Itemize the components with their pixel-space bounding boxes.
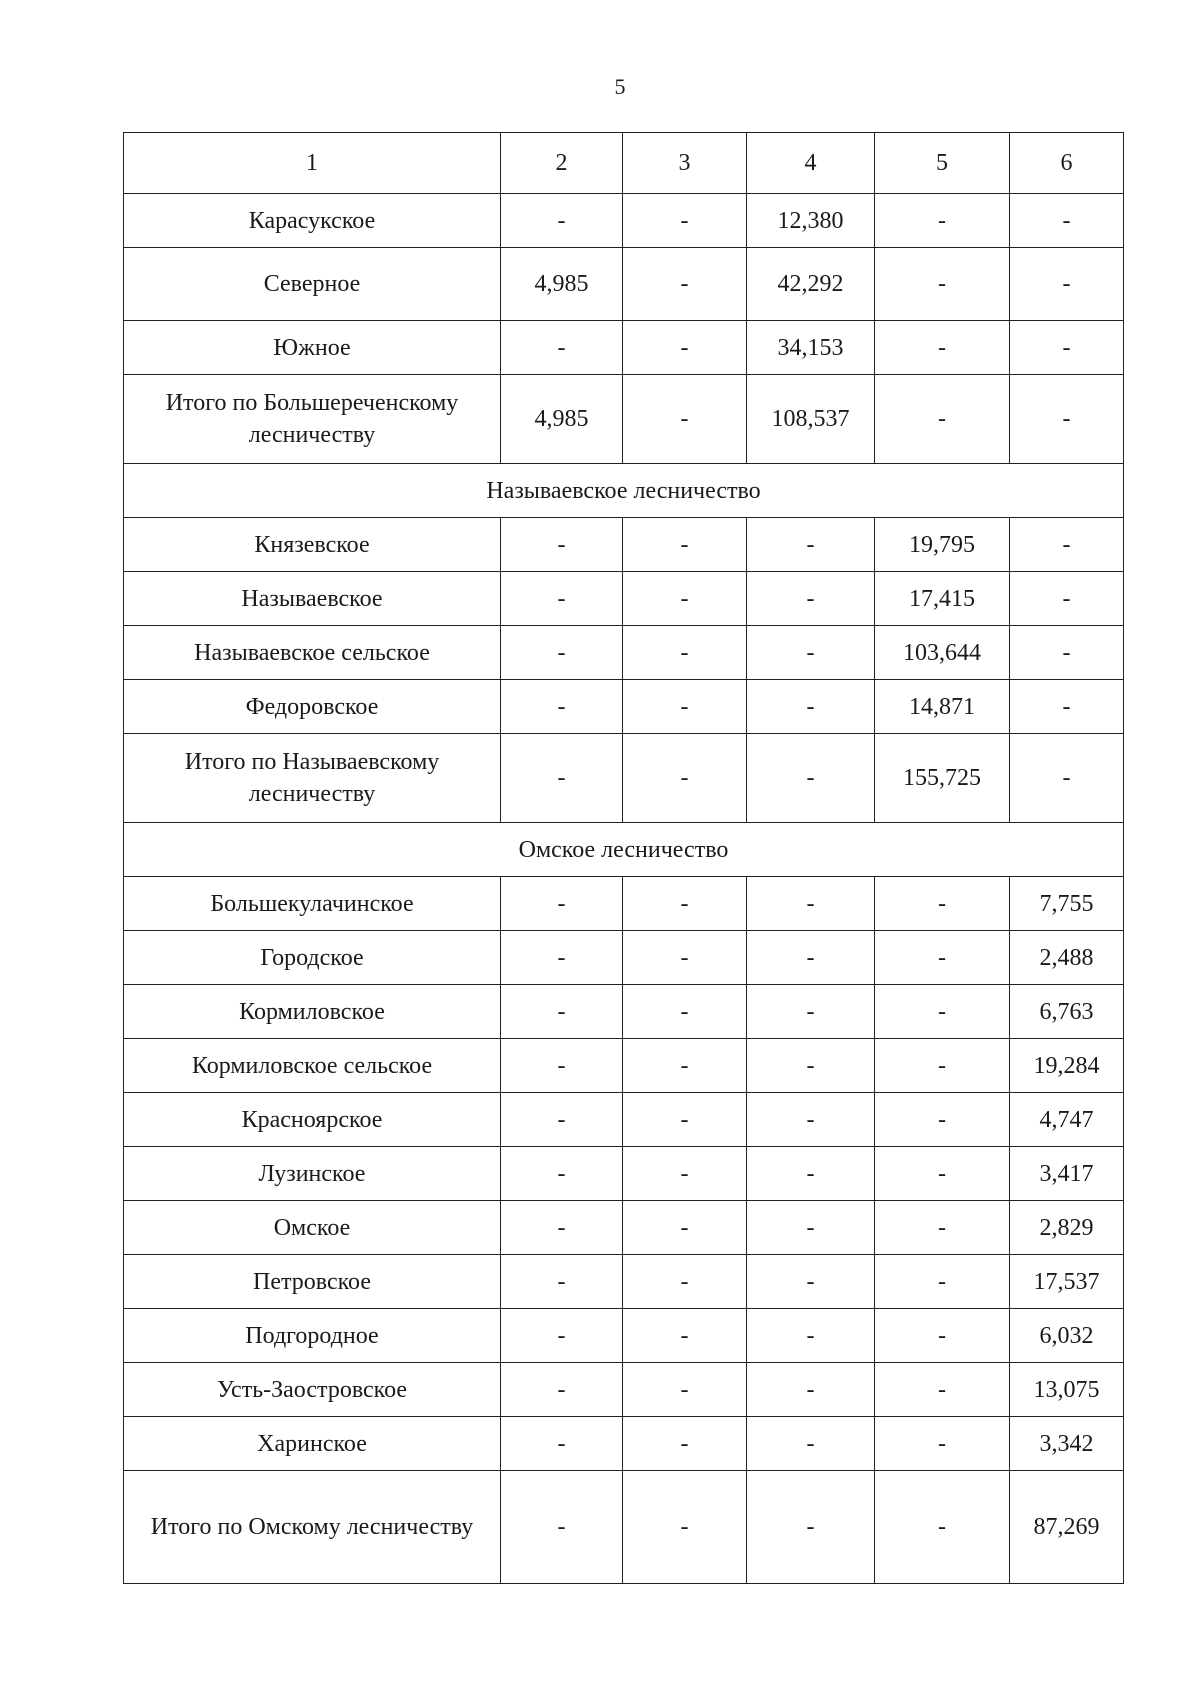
section-header-row	[124, 464, 1124, 518]
value-cell-col-3: -	[623, 877, 747, 931]
value-cell-col-6: -	[1010, 626, 1124, 680]
district-name-cell: Называевское сельское	[124, 626, 501, 680]
value-cell-col-5: -	[875, 877, 1010, 931]
value-cell-col-6: 6,763	[1010, 985, 1124, 1039]
table-row	[124, 194, 1124, 248]
value-cell-col-5: -	[875, 1039, 1010, 1093]
value-cell-col-5: -	[875, 1147, 1010, 1201]
district-name-cell: Лузинское	[124, 1147, 501, 1201]
value-cell-col-4: -	[747, 1147, 875, 1201]
value-cell-col-4: -	[747, 572, 875, 626]
value-cell-col-4: -	[747, 518, 875, 572]
district-name-cell: Северное	[124, 248, 501, 321]
value-cell-col-3: -	[623, 1255, 747, 1309]
value-cell-col-5: 103,644	[875, 626, 1010, 680]
value-cell-col-5: -	[875, 1471, 1010, 1584]
table-row	[124, 572, 1124, 626]
value-cell-col-6: -	[1010, 248, 1124, 321]
value-cell-col-2: 4,985	[501, 248, 623, 321]
value-cell-col-4: 34,153	[747, 321, 875, 375]
value-cell-col-5: -	[875, 931, 1010, 985]
table-row	[124, 1417, 1124, 1471]
value-cell-col-3: -	[623, 1417, 747, 1471]
value-cell-col-2: -	[501, 518, 623, 572]
value-cell-col-2: -	[501, 1471, 623, 1584]
district-name-cell: Харинское	[124, 1417, 501, 1471]
value-cell-col-4: -	[747, 931, 875, 985]
value-cell-col-6: 4,747	[1010, 1093, 1124, 1147]
value-cell-col-5: -	[875, 1363, 1010, 1417]
district-name-cell: Южное	[124, 321, 501, 375]
column-header-5: 5	[875, 133, 1010, 194]
value-cell-col-5: -	[875, 1309, 1010, 1363]
value-cell-col-2: -	[501, 1093, 623, 1147]
value-cell-col-6: 2,829	[1010, 1201, 1124, 1255]
value-cell-col-6: -	[1010, 321, 1124, 375]
table-row	[124, 1039, 1124, 1093]
value-cell-col-3: -	[623, 1147, 747, 1201]
table-row	[124, 1147, 1124, 1201]
value-cell-col-3: -	[623, 1039, 747, 1093]
value-cell-col-3: -	[623, 680, 747, 734]
value-cell-col-4: -	[747, 680, 875, 734]
value-cell-col-6: -	[1010, 734, 1124, 823]
column-header-1: 1	[124, 133, 501, 194]
value-cell-col-4: -	[747, 1255, 875, 1309]
district-name-cell: Кормиловское	[124, 985, 501, 1039]
value-cell-col-2: -	[501, 194, 623, 248]
district-name-cell: Называевское	[124, 572, 501, 626]
value-cell-col-2: -	[501, 1363, 623, 1417]
value-cell-col-5: -	[875, 1255, 1010, 1309]
value-cell-col-2: 4,985	[501, 375, 623, 464]
value-cell-col-5: -	[875, 1201, 1010, 1255]
value-cell-col-4: -	[747, 985, 875, 1039]
value-cell-col-2: -	[501, 1417, 623, 1471]
column-header-3: 3	[623, 133, 747, 194]
table-body	[124, 133, 1124, 1584]
value-cell-col-4: -	[747, 1471, 875, 1584]
table-row	[124, 877, 1124, 931]
value-cell-col-4: -	[747, 1093, 875, 1147]
table-row	[124, 321, 1124, 375]
value-cell-col-4: -	[747, 734, 875, 823]
table-row	[124, 518, 1124, 572]
total-row	[124, 1471, 1124, 1584]
district-name-cell: Карасукское	[124, 194, 501, 248]
value-cell-col-3: -	[623, 931, 747, 985]
value-cell-col-3: -	[623, 194, 747, 248]
value-cell-col-2: -	[501, 626, 623, 680]
table-row	[124, 248, 1124, 321]
value-cell-col-3: -	[623, 626, 747, 680]
value-cell-col-5: 17,415	[875, 572, 1010, 626]
value-cell-col-5: 19,795	[875, 518, 1010, 572]
district-name-cell: Подгородное	[124, 1309, 501, 1363]
value-cell-col-4: 108,537	[747, 375, 875, 464]
value-cell-col-6: -	[1010, 194, 1124, 248]
district-name-cell: Городское	[124, 931, 501, 985]
value-cell-col-3: -	[623, 1471, 747, 1584]
table-row	[124, 1093, 1124, 1147]
value-cell-col-2: -	[501, 734, 623, 823]
value-cell-col-3: -	[623, 518, 747, 572]
district-name-cell: Кормиловское сельское	[124, 1039, 501, 1093]
section-title: Называевское лесничество	[124, 464, 1124, 518]
value-cell-col-6: 3,342	[1010, 1417, 1124, 1471]
value-cell-col-3: -	[623, 572, 747, 626]
district-name-cell: Князевское	[124, 518, 501, 572]
value-cell-col-3: -	[623, 734, 747, 823]
total-row	[124, 375, 1124, 464]
value-cell-col-5: -	[875, 321, 1010, 375]
value-cell-col-6: -	[1010, 375, 1124, 464]
value-cell-col-4: -	[747, 877, 875, 931]
value-cell-col-5: -	[875, 194, 1010, 248]
value-cell-col-4: 42,292	[747, 248, 875, 321]
table-row	[124, 626, 1124, 680]
value-cell-col-5: 14,871	[875, 680, 1010, 734]
value-cell-col-6: -	[1010, 680, 1124, 734]
table-row	[124, 1255, 1124, 1309]
value-cell-col-5: -	[875, 375, 1010, 464]
value-cell-col-3: -	[623, 248, 747, 321]
value-cell-col-3: -	[623, 1093, 747, 1147]
value-cell-col-2: -	[501, 1309, 623, 1363]
value-cell-col-6: 13,075	[1010, 1363, 1124, 1417]
value-cell-col-3: -	[623, 985, 747, 1039]
value-cell-col-5: -	[875, 248, 1010, 321]
district-name-cell: Петровское	[124, 1255, 501, 1309]
value-cell-col-3: -	[623, 321, 747, 375]
value-cell-col-2: -	[501, 877, 623, 931]
value-cell-col-6: 2,488	[1010, 931, 1124, 985]
value-cell-col-4: -	[747, 1363, 875, 1417]
value-cell-col-5: -	[875, 1093, 1010, 1147]
page-number: 5	[614, 74, 626, 99]
district-name-cell: Большекулачинское	[124, 877, 501, 931]
value-cell-col-5: -	[875, 985, 1010, 1039]
value-cell-col-2: -	[501, 321, 623, 375]
table-row	[124, 1363, 1124, 1417]
column-header-2: 2	[501, 133, 623, 194]
value-cell-col-2: -	[501, 1201, 623, 1255]
value-cell-col-2: -	[501, 1255, 623, 1309]
column-header-6: 6	[1010, 133, 1124, 194]
table-row	[124, 985, 1124, 1039]
value-cell-col-6: 7,755	[1010, 877, 1124, 931]
value-cell-col-6: -	[1010, 518, 1124, 572]
district-name-cell: Итого по Называевскому лесничеству	[124, 734, 501, 823]
section-title: Омское лесничество	[124, 823, 1124, 877]
forestry-table	[123, 132, 1124, 1584]
value-cell-col-6: 17,537	[1010, 1255, 1124, 1309]
value-cell-col-3: -	[623, 1363, 747, 1417]
value-cell-col-5: 155,725	[875, 734, 1010, 823]
value-cell-col-3: -	[623, 1309, 747, 1363]
value-cell-col-4: -	[747, 1039, 875, 1093]
value-cell-col-2: -	[501, 931, 623, 985]
table-row	[124, 680, 1124, 734]
table-row	[124, 1309, 1124, 1363]
value-cell-col-4: -	[747, 1309, 875, 1363]
district-name-cell: Омское	[124, 1201, 501, 1255]
value-cell-col-4: -	[747, 1417, 875, 1471]
district-name-cell: Итого по Большереченскому лесничеству	[124, 375, 501, 464]
district-name-cell: Красноярское	[124, 1093, 501, 1147]
value-cell-col-2: -	[501, 985, 623, 1039]
value-cell-col-6: 3,417	[1010, 1147, 1124, 1201]
value-cell-col-3: -	[623, 375, 747, 464]
table-row	[124, 1201, 1124, 1255]
district-name-cell: Федоровское	[124, 680, 501, 734]
column-header-4: 4	[747, 133, 875, 194]
value-cell-col-6: -	[1010, 572, 1124, 626]
header-row	[124, 133, 1124, 194]
value-cell-col-4: -	[747, 626, 875, 680]
value-cell-col-2: -	[501, 1147, 623, 1201]
district-name-cell: Итого по Омскому лесничеству	[124, 1471, 501, 1584]
value-cell-col-6: 6,032	[1010, 1309, 1124, 1363]
section-header-row	[124, 823, 1124, 877]
value-cell-col-4: -	[747, 1201, 875, 1255]
district-name-cell: Усть-Заостровское	[124, 1363, 501, 1417]
value-cell-col-2: -	[501, 1039, 623, 1093]
value-cell-col-5: -	[875, 1417, 1010, 1471]
value-cell-col-6: 87,269	[1010, 1471, 1124, 1584]
value-cell-col-2: -	[501, 572, 623, 626]
value-cell-col-2: -	[501, 680, 623, 734]
value-cell-col-3: -	[623, 1201, 747, 1255]
value-cell-col-4: 12,380	[747, 194, 875, 248]
total-row	[124, 734, 1124, 823]
value-cell-col-6: 19,284	[1010, 1039, 1124, 1093]
table-row	[124, 931, 1124, 985]
